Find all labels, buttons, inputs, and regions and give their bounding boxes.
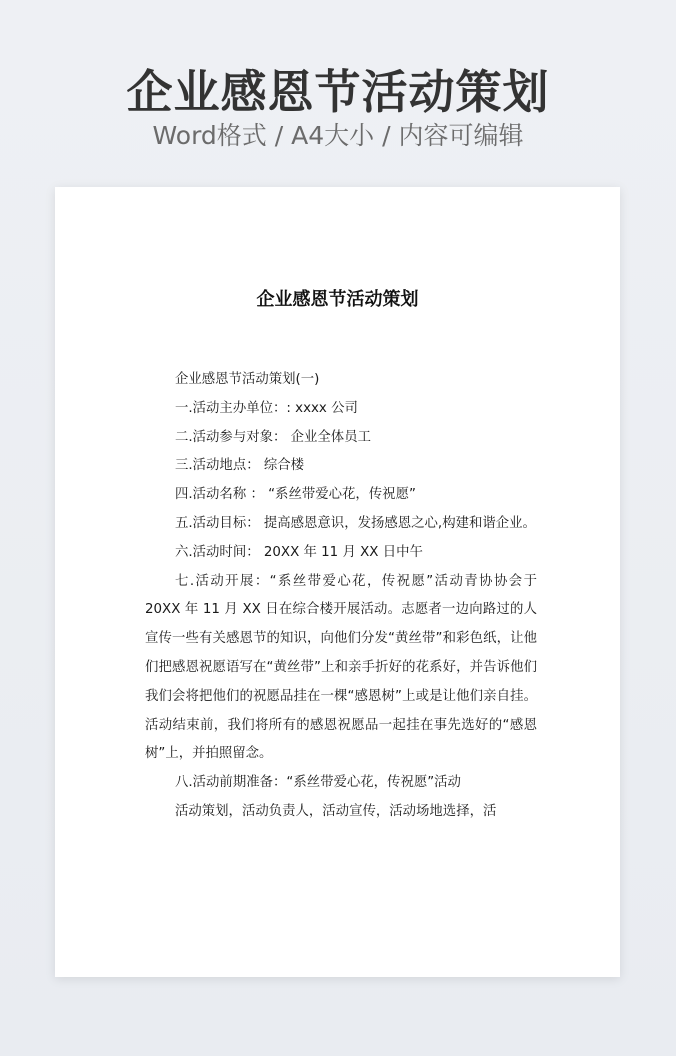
paragraph-preparation-items: 活动策划，活动负责人，活动宣传，活动场地选择，活 <box>175 803 497 819</box>
banner-title: 企业感恩节活动策划 <box>126 65 550 119</box>
document-title: 企业感恩节活动策划 <box>256 289 419 310</box>
document-body <box>145 366 537 827</box>
paragraph-event-name: 四.活动名称 ： “系丝带爱心花，传祝愿” <box>175 487 416 503</box>
paragraph-location: 三.活动地点： 综合楼 <box>175 458 305 474</box>
paragraph-participants: 二.活动参与对象： 企业全体员工 <box>175 429 371 445</box>
paragraph-goal: 五.活动目标： 提高感恩意识，发扬感恩之心,构建和谐企业。 <box>175 515 536 531</box>
paragraph-heading: 企业感恩节活动策划(一) <box>175 372 320 387</box>
paragraph-organizer: 一.活动主办单位：: xxxx 公司 <box>175 400 358 416</box>
paragraph-activity: 七.活动开展：“系丝带爱心花，传祝愿”活动青协协会于 20XX 年 11 月 XX 日在综合楼开展活动。志愿者一边向路过的人宣传一些有关感恩节的知识，向他们分发“黄丝带”和彩色纸，让他们把感恩祝愿语写在“黄丝带”上和亲手折好的花系好，并告诉他们我们会将把他们的祝愿品挂在一棵“感恩树”上或是让他们亲自挂。活动结束前，我们将所有的感恩祝愿品一起挂在事先选好的“感恩树”上，并拍照留念。 <box>145 573 537 762</box>
banner-subtitle: Word格式 / A4大小 / 内容可编辑 <box>152 121 524 150</box>
paragraph-time: 六.活动时间： 20XX 年 11 月 XX 日中午 <box>175 544 423 560</box>
paragraph-preparation: 八.活动前期准备：“系丝带爱心花，传祝愿”活动 <box>175 775 461 791</box>
